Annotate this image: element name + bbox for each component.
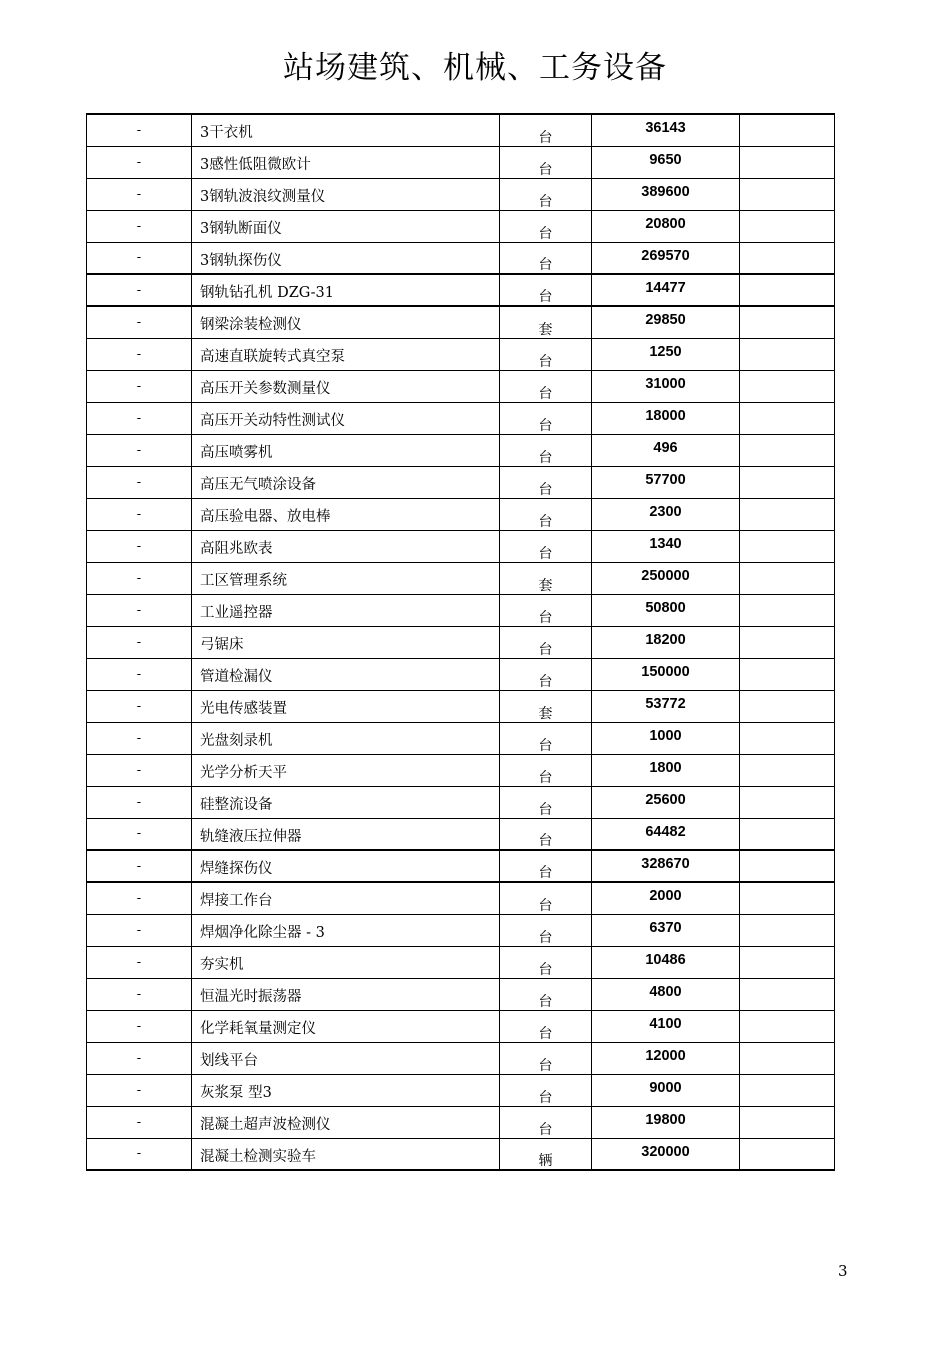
- item-unit: 台: [500, 850, 592, 882]
- item-unit: 台: [500, 594, 592, 626]
- row-seq: -: [87, 882, 192, 914]
- table-row: [87, 338, 835, 370]
- row-seq: -: [87, 914, 192, 946]
- item-note: [740, 594, 835, 626]
- item-unit: 台: [500, 1042, 592, 1074]
- item-unit: 台: [500, 434, 592, 466]
- row-seq: -: [87, 466, 192, 498]
- item-note: [740, 754, 835, 786]
- item-name: 夯实机: [192, 946, 500, 978]
- item-unit: 台: [500, 114, 592, 146]
- table-row: [87, 914, 835, 946]
- item-unit: 台: [500, 818, 592, 850]
- item-unit: 台: [500, 722, 592, 754]
- item-note: [740, 466, 835, 498]
- row-seq: -: [87, 1010, 192, 1042]
- item-unit: 台: [500, 530, 592, 562]
- item-price: 18000: [592, 402, 740, 434]
- item-price: 20800: [592, 210, 740, 242]
- item-note: [740, 1074, 835, 1106]
- table-row: [87, 850, 835, 882]
- item-note: [740, 370, 835, 402]
- table-row: [87, 658, 835, 690]
- item-note: [740, 146, 835, 178]
- row-seq: -: [87, 338, 192, 370]
- item-note: [740, 434, 835, 466]
- page-number: 3: [838, 1262, 848, 1280]
- item-unit: 套: [500, 306, 592, 338]
- item-price: 53772: [592, 690, 740, 722]
- item-name: 焊缝探伤仪: [192, 850, 500, 882]
- item-price: 1340: [592, 530, 740, 562]
- item-price: 2000: [592, 882, 740, 914]
- item-price: 14477: [592, 274, 740, 306]
- row-seq: -: [87, 946, 192, 978]
- item-unit: 台: [500, 882, 592, 914]
- item-note: [740, 946, 835, 978]
- row-seq: -: [87, 786, 192, 818]
- item-note: [740, 1138, 835, 1170]
- item-unit: 台: [500, 466, 592, 498]
- item-note: [740, 818, 835, 850]
- item-note: [740, 1106, 835, 1138]
- item-unit: 台: [500, 1074, 592, 1106]
- table-row: [87, 690, 835, 722]
- item-price: 9000: [592, 1074, 740, 1106]
- item-unit: 台: [500, 1010, 592, 1042]
- row-seq: -: [87, 562, 192, 594]
- item-name: 焊烟净化除尘器 - 3: [192, 914, 500, 946]
- row-seq: -: [87, 818, 192, 850]
- item-unit: 套: [500, 562, 592, 594]
- item-unit: 台: [500, 658, 592, 690]
- item-name: 灰浆泵 型3: [192, 1074, 500, 1106]
- row-seq: -: [87, 146, 192, 178]
- item-name: 光盘刻录机: [192, 722, 500, 754]
- item-note: [740, 498, 835, 530]
- item-name: 混凝土检测实验车: [192, 1138, 500, 1170]
- row-seq: -: [87, 114, 192, 146]
- row-seq: -: [87, 690, 192, 722]
- item-price: 19800: [592, 1106, 740, 1138]
- table-row: [87, 882, 835, 914]
- table-row: [87, 978, 835, 1010]
- item-note: [740, 882, 835, 914]
- item-price: 18200: [592, 626, 740, 658]
- item-note: [740, 210, 835, 242]
- table-row: [87, 306, 835, 338]
- table-row: [87, 274, 835, 306]
- item-price: 250000: [592, 562, 740, 594]
- item-name: 光电传感装置: [192, 690, 500, 722]
- row-seq: -: [87, 978, 192, 1010]
- row-seq: -: [87, 722, 192, 754]
- table-row: [87, 1074, 835, 1106]
- item-name: 弓锯床: [192, 626, 500, 658]
- item-name: 3感性低阻微欧计: [192, 146, 500, 178]
- table-row: [87, 1138, 835, 1170]
- item-name: 高压开关参数测量仪: [192, 370, 500, 402]
- table-row: [87, 242, 835, 274]
- item-name: 工业遥控器: [192, 594, 500, 626]
- item-note: [740, 626, 835, 658]
- item-name: 高压无气喷涂设备: [192, 466, 500, 498]
- item-price: 9650: [592, 146, 740, 178]
- item-name: 恒温光时振荡器: [192, 978, 500, 1010]
- table-row: [87, 786, 835, 818]
- item-price: 328670: [592, 850, 740, 882]
- item-unit: 台: [500, 626, 592, 658]
- item-note: [740, 306, 835, 338]
- row-seq: -: [87, 434, 192, 466]
- item-price: 64482: [592, 818, 740, 850]
- table-row: [87, 818, 835, 850]
- item-price: 57700: [592, 466, 740, 498]
- item-name: 3钢轨断面仪: [192, 210, 500, 242]
- item-unit: 台: [500, 338, 592, 370]
- item-unit: 台: [500, 178, 592, 210]
- item-name: 高压喷雾机: [192, 434, 500, 466]
- item-note: [740, 1010, 835, 1042]
- row-seq: -: [87, 498, 192, 530]
- row-seq: -: [87, 1042, 192, 1074]
- item-price: 29850: [592, 306, 740, 338]
- table-row: [87, 402, 835, 434]
- item-unit: 台: [500, 242, 592, 274]
- item-unit: 台: [500, 402, 592, 434]
- row-seq: -: [87, 530, 192, 562]
- item-price: 31000: [592, 370, 740, 402]
- item-note: [740, 338, 835, 370]
- item-price: 389600: [592, 178, 740, 210]
- equipment-price-table: [86, 113, 835, 1171]
- table-row: [87, 370, 835, 402]
- item-price: 320000: [592, 1138, 740, 1170]
- row-seq: -: [87, 274, 192, 306]
- item-note: [740, 978, 835, 1010]
- item-unit: 台: [500, 1106, 592, 1138]
- table-row: [87, 1042, 835, 1074]
- item-name: 光学分析天平: [192, 754, 500, 786]
- item-name: 硅整流设备: [192, 786, 500, 818]
- table-row: [87, 626, 835, 658]
- item-price: 10486: [592, 946, 740, 978]
- item-note: [740, 914, 835, 946]
- item-note: [740, 530, 835, 562]
- item-name: 钢梁涂装检测仪: [192, 306, 500, 338]
- item-note: [740, 1042, 835, 1074]
- item-unit: 台: [500, 978, 592, 1010]
- item-name: 3钢轨探伤仪: [192, 242, 500, 274]
- item-note: [740, 178, 835, 210]
- row-seq: -: [87, 370, 192, 402]
- row-seq: -: [87, 626, 192, 658]
- table-row: [87, 562, 835, 594]
- item-price: 1000: [592, 722, 740, 754]
- item-unit: 台: [500, 210, 592, 242]
- row-seq: -: [87, 242, 192, 274]
- item-note: [740, 722, 835, 754]
- item-price: 50800: [592, 594, 740, 626]
- table-row: [87, 1106, 835, 1138]
- item-name: 3钢轨波浪纹测量仪: [192, 178, 500, 210]
- table-row: [87, 434, 835, 466]
- item-name: 焊接工作台: [192, 882, 500, 914]
- item-price: 269570: [592, 242, 740, 274]
- item-note: [740, 402, 835, 434]
- table-row: [87, 594, 835, 626]
- table-row: [87, 1010, 835, 1042]
- item-price: 25600: [592, 786, 740, 818]
- item-note: [740, 850, 835, 882]
- item-name: 轨缝液压拉伸器: [192, 818, 500, 850]
- item-price: 6370: [592, 914, 740, 946]
- item-unit: 台: [500, 786, 592, 818]
- item-unit: 台: [500, 754, 592, 786]
- page-title: 站场建筑、机械、工务设备: [283, 50, 667, 86]
- item-note: [740, 274, 835, 306]
- item-name: 高压开关动特性测试仪: [192, 402, 500, 434]
- row-seq: -: [87, 178, 192, 210]
- row-seq: -: [87, 1074, 192, 1106]
- item-unit: 套: [500, 690, 592, 722]
- item-price: 4100: [592, 1010, 740, 1042]
- row-seq: -: [87, 658, 192, 690]
- item-price: 36143: [592, 114, 740, 146]
- item-price: 2300: [592, 498, 740, 530]
- row-seq: -: [87, 754, 192, 786]
- table-row: [87, 146, 835, 178]
- item-name: 化学耗氧量测定仪: [192, 1010, 500, 1042]
- item-name: 高速直联旋转式真空泵: [192, 338, 500, 370]
- item-unit: 辆: [500, 1138, 592, 1170]
- item-note: [740, 562, 835, 594]
- table-row: [87, 114, 835, 146]
- item-unit: 台: [500, 274, 592, 306]
- item-unit: 台: [500, 146, 592, 178]
- item-name: 钢轨钻孔机 DZG-31: [192, 274, 500, 306]
- item-price: 4800: [592, 978, 740, 1010]
- item-unit: 台: [500, 946, 592, 978]
- row-seq: -: [87, 850, 192, 882]
- table-row: [87, 178, 835, 210]
- item-name: 管道检漏仪: [192, 658, 500, 690]
- row-seq: -: [87, 306, 192, 338]
- item-note: [740, 242, 835, 274]
- item-note: [740, 658, 835, 690]
- item-unit: 台: [500, 498, 592, 530]
- table-row: [87, 722, 835, 754]
- item-name: 混凝土超声波检测仪: [192, 1106, 500, 1138]
- item-note: [740, 114, 835, 146]
- item-unit: 台: [500, 914, 592, 946]
- table-row: [87, 754, 835, 786]
- row-seq: -: [87, 210, 192, 242]
- item-name: 工区管理系统: [192, 562, 500, 594]
- row-seq: -: [87, 1138, 192, 1170]
- item-note: [740, 786, 835, 818]
- item-unit: 台: [500, 370, 592, 402]
- table-row: [87, 498, 835, 530]
- table-row: [87, 530, 835, 562]
- item-name: 3干衣机: [192, 114, 500, 146]
- item-name: 高阻兆欧表: [192, 530, 500, 562]
- table-row: [87, 210, 835, 242]
- item-note: [740, 690, 835, 722]
- row-seq: -: [87, 594, 192, 626]
- table-row: [87, 466, 835, 498]
- table-body: [87, 114, 835, 1170]
- item-price: 1800: [592, 754, 740, 786]
- item-price: 150000: [592, 658, 740, 690]
- table-row: [87, 946, 835, 978]
- item-price: 496: [592, 434, 740, 466]
- item-price: 12000: [592, 1042, 740, 1074]
- row-seq: -: [87, 402, 192, 434]
- item-price: 1250: [592, 338, 740, 370]
- row-seq: -: [87, 1106, 192, 1138]
- item-name: 划线平台: [192, 1042, 500, 1074]
- item-name: 高压验电器、放电棒: [192, 498, 500, 530]
